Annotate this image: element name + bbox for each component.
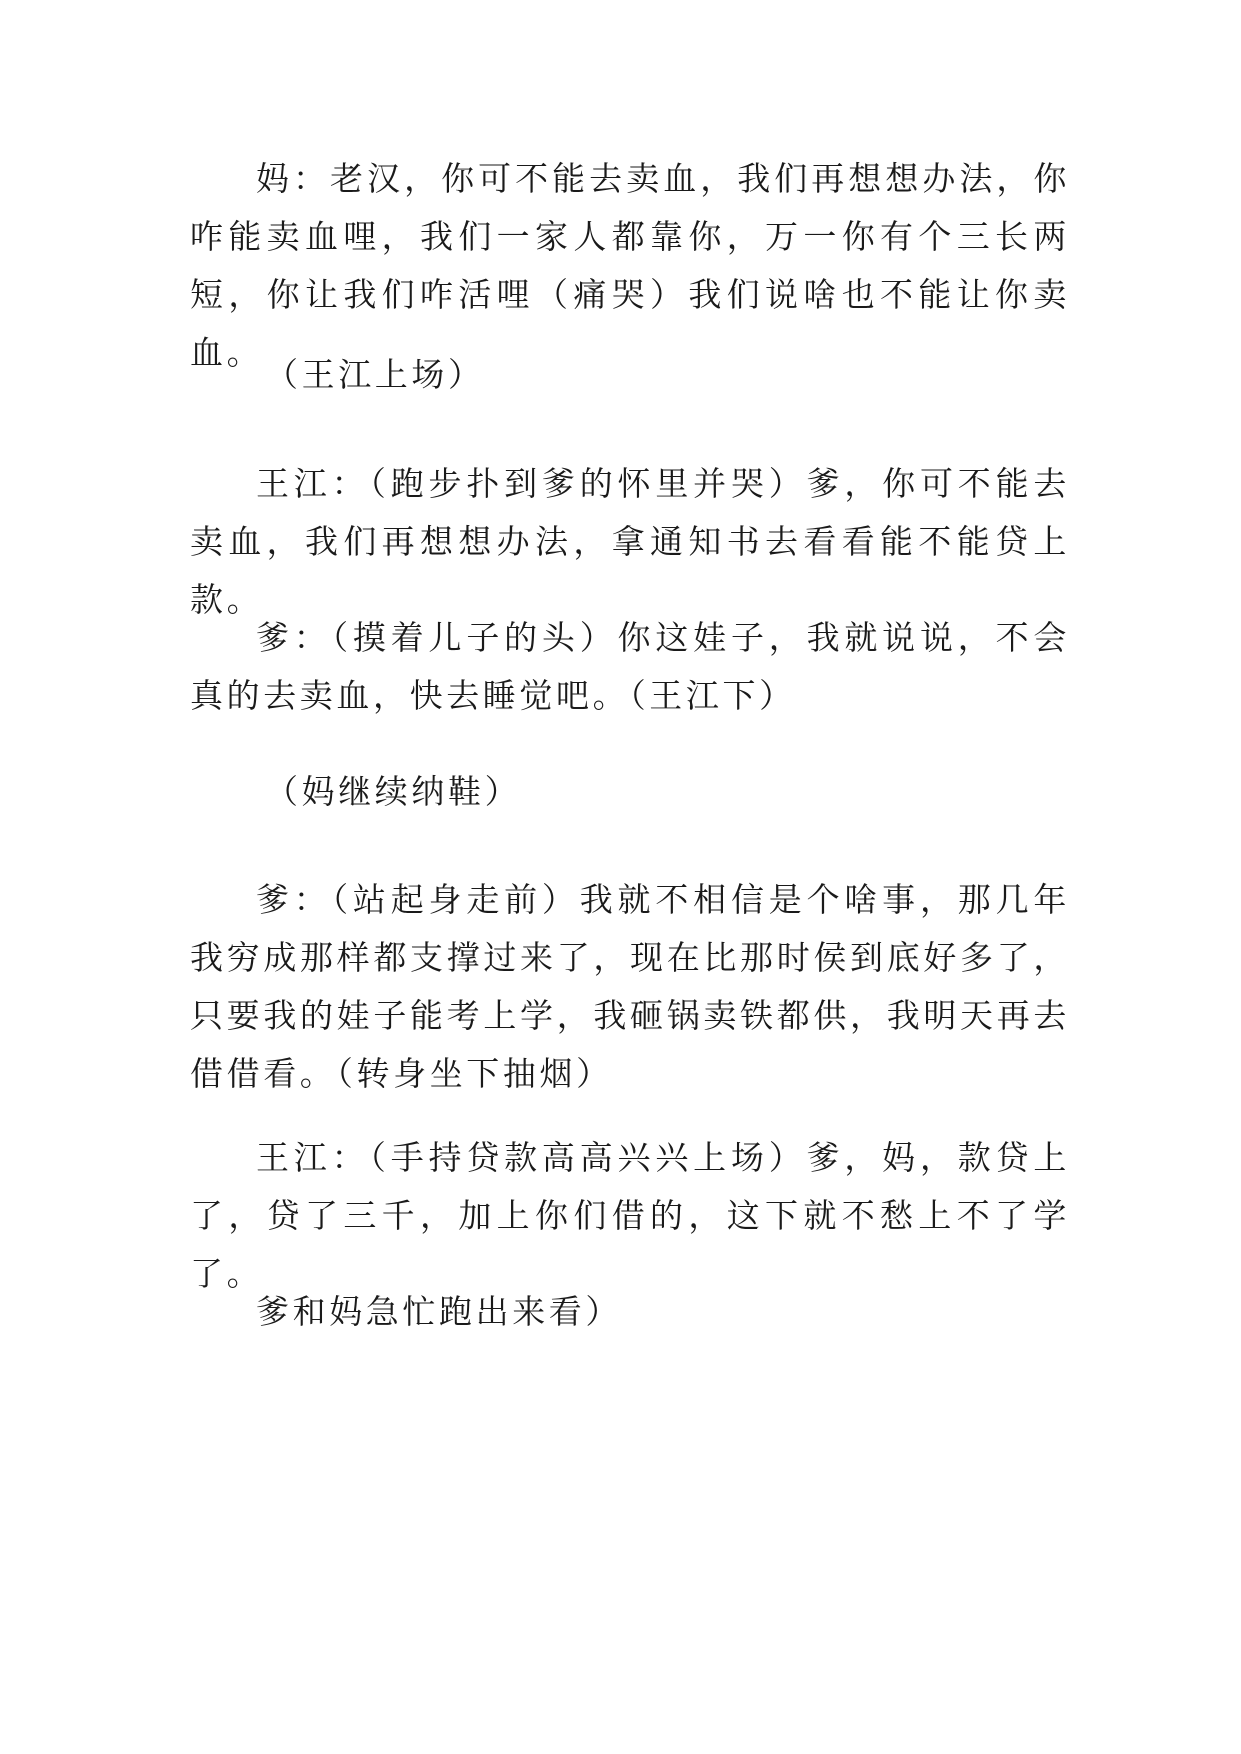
- paragraph-wangjiang-loan: 王江：（手持贷款高高兴兴上场）爹，妈，款贷上了，贷了三千，加上你们借的，这下就不愁上不了学了。: [190, 1138, 1070, 1293]
- stage-direction-parents-look: 爹和妈急忙跑出来看）: [256, 1292, 622, 1331]
- paragraph-mother-plea: 妈：老汉，你可不能去卖血，我们再想想办法，你咋能卖血哩，我们一家人都靠你，万一你有个三长两短，你让我们咋活哩（痛哭）我们说啥也不能让你卖血。: [190, 159, 1070, 372]
- stage-direction-wangjiang-enters: （王江上场）: [265, 355, 485, 394]
- paragraph-father-reassures: 爹：（摸着儿子的头）你这娃子，我就说说，不会真的去卖血，快去睡觉吧。（王江下）: [190, 618, 1070, 715]
- paragraph-father-resolve: 爹：（站起身走前）我就不相信是个啥事，那几年我穷成那样都支撑过来了，现在比那时侯到底好多了，只要我的娃子能考上学，我砸锅卖铁都供，我明天再去借借看。（转身坐下抽烟）: [190, 880, 1070, 1093]
- stage-direction-mother-sews: （妈继续纳鞋）: [265, 772, 522, 811]
- paragraph-wangjiang-plea: 王江：（跑步扑到爹的怀里并哭）爹，你可不能去卖血，我们再想想办法，拿通知书去看看能不能贷上款。: [190, 464, 1070, 619]
